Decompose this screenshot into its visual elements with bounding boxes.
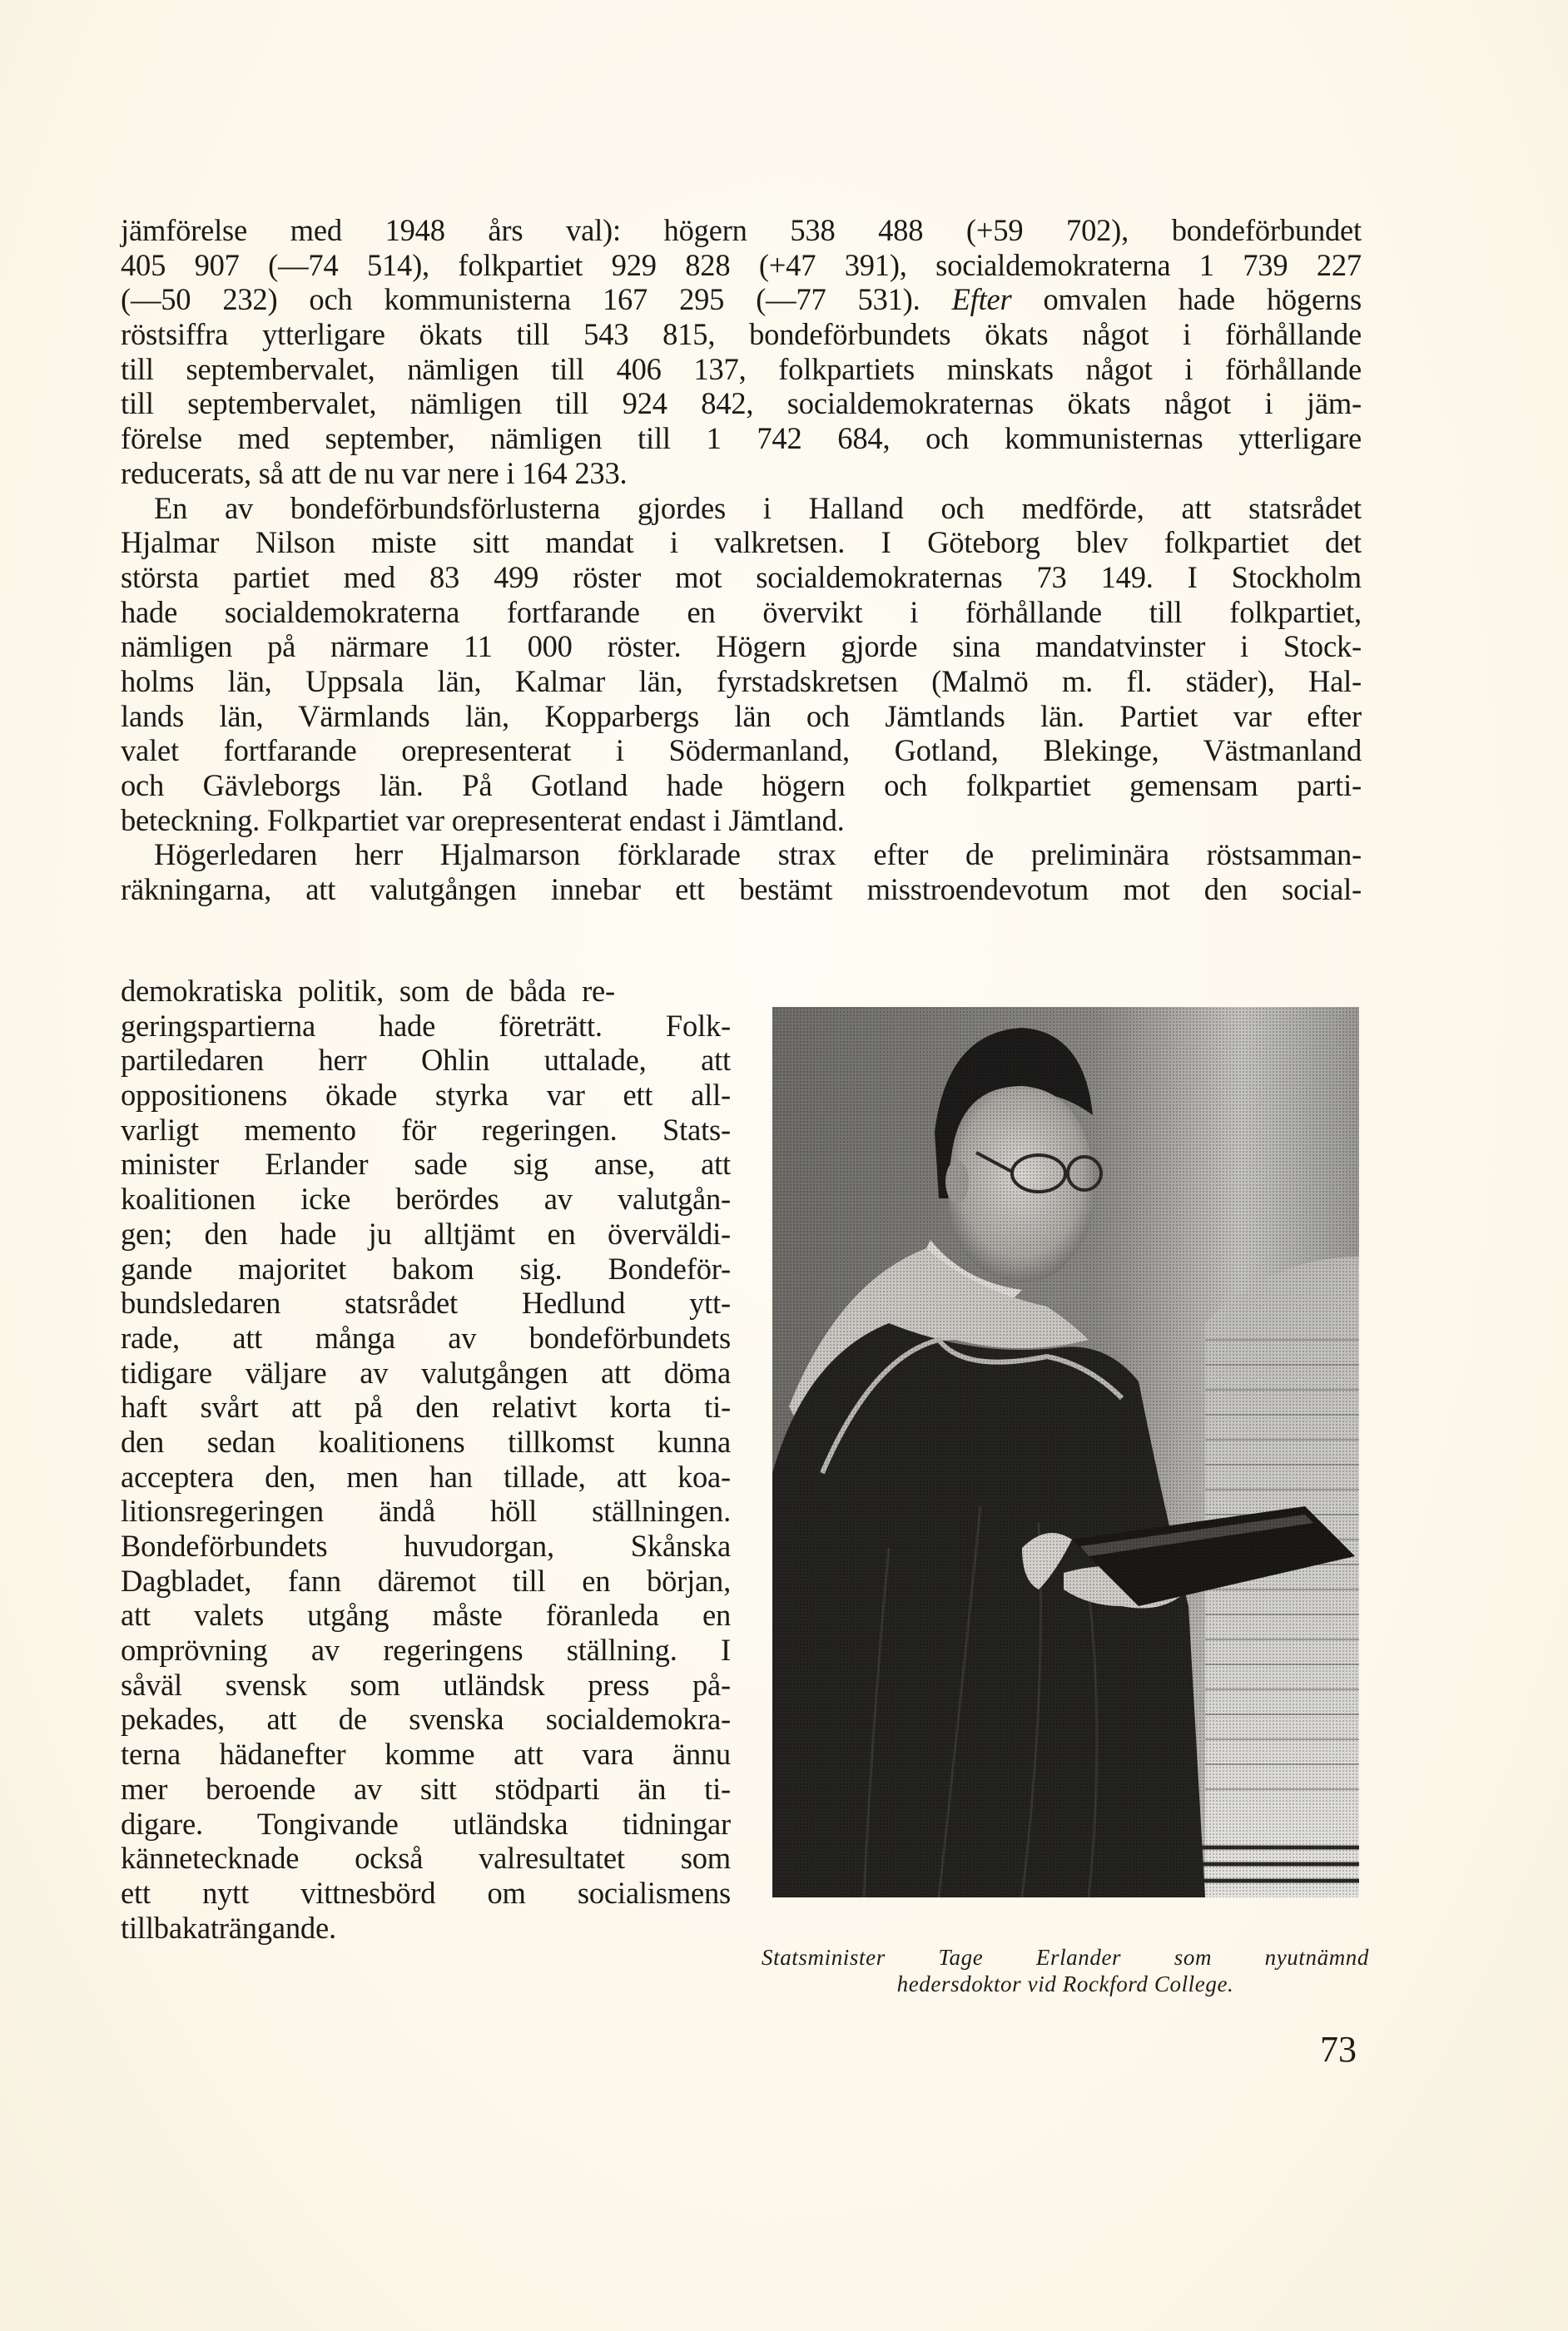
text-line: omprövning av regeringens ställning. I <box>121 1633 731 1668</box>
body-text-narrow-column <box>121 974 731 1945</box>
text-line: bundsledaren statsrådet Hedlund ytt- <box>121 1286 731 1321</box>
text-line: räkningarna, att valutgången innebar ett bestämt misstroendevotum mot den social- <box>121 872 1362 907</box>
text-line: digare. Tongivande utländska tidningar <box>121 1806 731 1841</box>
text-line: till septembervalet, nämligen till 924 842, socialdemokraternas ökats något i jäm- <box>121 386 1362 421</box>
photo-caption <box>762 1944 1369 1997</box>
text-line: pekades, att de svenska socialdemokra- <box>121 1702 731 1737</box>
emphasized-word: Efter <box>951 282 1012 317</box>
text-line: röstsiffra ytterligare ökats till 543 815, bondeförbundets ökats något i förhållande <box>121 317 1362 352</box>
text-line: holms län, Uppsala län, Kalmar län, fyrstadskretsen (Malmö m. fl. städer), Hal- <box>121 663 1362 698</box>
text-line: Bondeförbundets huvudorgan, Skånska <box>121 1529 731 1563</box>
text-line: att valets utgång måste föranleda en <box>121 1598 731 1633</box>
text-line: gande majoritet bakom sig. Bondeför- <box>121 1251 731 1286</box>
text-line: varligt memento för regeringen. Stats- <box>121 1112 731 1147</box>
text-line: Hjalmar Nilson miste sitt mandat i valkretsen. I Göteborg blev folkpartiet det <box>121 525 1362 560</box>
caption-line: Statsminister Tage Erlander som nyutnämnd <box>762 1945 1369 1970</box>
text-line: acceptera den, men han tillade, att koa- <box>121 1459 731 1494</box>
text-line: såväl svensk som utländsk press på- <box>121 1667 731 1702</box>
text-line: rade, att många av bondeförbundets <box>121 1320 731 1355</box>
text-line: geringspartierna hade företrätt. Folk- <box>121 1008 731 1043</box>
text-line: förelse med september, nämligen till 1 742 684, och kommunisternas ytterligare <box>121 421 1362 456</box>
text-line: mer beroende av sitt stödparti än ti- <box>121 1771 731 1806</box>
text-line: litionsregeringen ändå höll ställningen. <box>121 1494 731 1529</box>
text-line: och Gävleborgs län. På Gotland hade högern och folkpartiet gemensam parti- <box>121 768 1362 802</box>
text-segment: omvalen hade högerns <box>1011 282 1362 317</box>
text-line: lands län, Värmlands län, Kopparbergs län och Jämtlands län. Partiet var efter <box>121 698 1362 733</box>
text-line: beteckning. Folkpartiet var orepresenterat endast i Jämtland. <box>121 802 845 837</box>
text-line: terna hädanefter komme att vara ännu <box>121 1737 731 1772</box>
text-line: demokratiska politik, som de båda re- <box>121 974 616 1008</box>
text-line: gen; den hade ju alltjämt en överväldi- <box>121 1216 731 1251</box>
text-line: tillbakaträngande. <box>121 1910 336 1945</box>
page-number: 73 <box>1320 2029 1357 2070</box>
text-line: kännetecknade också valresultatet som <box>121 1841 731 1876</box>
text-line: valet fortfarande orepresenterat i Södermanland, Gotland, Blekinge, Västmanland <box>121 733 1362 768</box>
text-line: oppositionens ökade styrka var ett all- <box>121 1078 731 1113</box>
portrait-photograph <box>772 1007 1359 1897</box>
text-line: haft svårt att på den relativt korta ti- <box>121 1390 731 1425</box>
text-line: partiledaren herr Ohlin uttalade, att <box>121 1043 731 1078</box>
text-line: den sedan koalitionens tillkomst kunna <box>121 1424 731 1459</box>
text-line: minister Erlander sade sig anse, att <box>121 1147 731 1182</box>
paragraph-start-line: En av bondeförbundsförlusterna gjordes i Halland och medförde, att statsrådet <box>154 490 1362 525</box>
caption-line: hedersdoktor vid Rockford College. <box>896 1971 1234 1996</box>
text-line: koalitionen icke berördes av valutgån- <box>121 1182 731 1217</box>
paragraph-start-line: Högerledaren herr Hjalmarson förklarade strax efter de preliminära röstsamman- <box>154 837 1362 872</box>
body-text-full-width <box>121 213 1362 907</box>
text-line: ett nytt vittnesbörd om socialismens <box>121 1875 731 1910</box>
text-line: hade socialdemokraterna fortfarande en övervikt i förhållande till folkpartiet, <box>121 594 1362 629</box>
text-line: reducerats, så att de nu var nere i 164 233. <box>121 455 628 490</box>
text-segment: (—50 232) och kommunisterna 167 295 (—77 531). <box>121 282 952 317</box>
text-line: tidigare väljare av valutgången att döma <box>121 1355 731 1390</box>
text-line: Dagbladet, fann däremot till en början, <box>121 1563 731 1598</box>
text-line: nämligen på närmare 11 000 röster. Högern gjorde sina mandatvinster i Stock- <box>121 629 1362 664</box>
text-line: största partiet med 83 499 röster mot socialdemokraternas 73 149. I Stockholm <box>121 559 1362 594</box>
text-line <box>121 282 1362 317</box>
photo-illustration <box>772 1007 1359 1897</box>
text-line: till septembervalet, nämligen till 406 137, folkpartiets minskats något i förhållande <box>121 351 1362 386</box>
text-line: jämförelse med 1948 års val): högern 538 488 (+59 702), bondeförbundet <box>121 213 1362 247</box>
text-line: 405 907 (—74 514), folkpartiet 929 828 (+47 391), socialdemokraterna 1 739 227 <box>121 247 1362 282</box>
